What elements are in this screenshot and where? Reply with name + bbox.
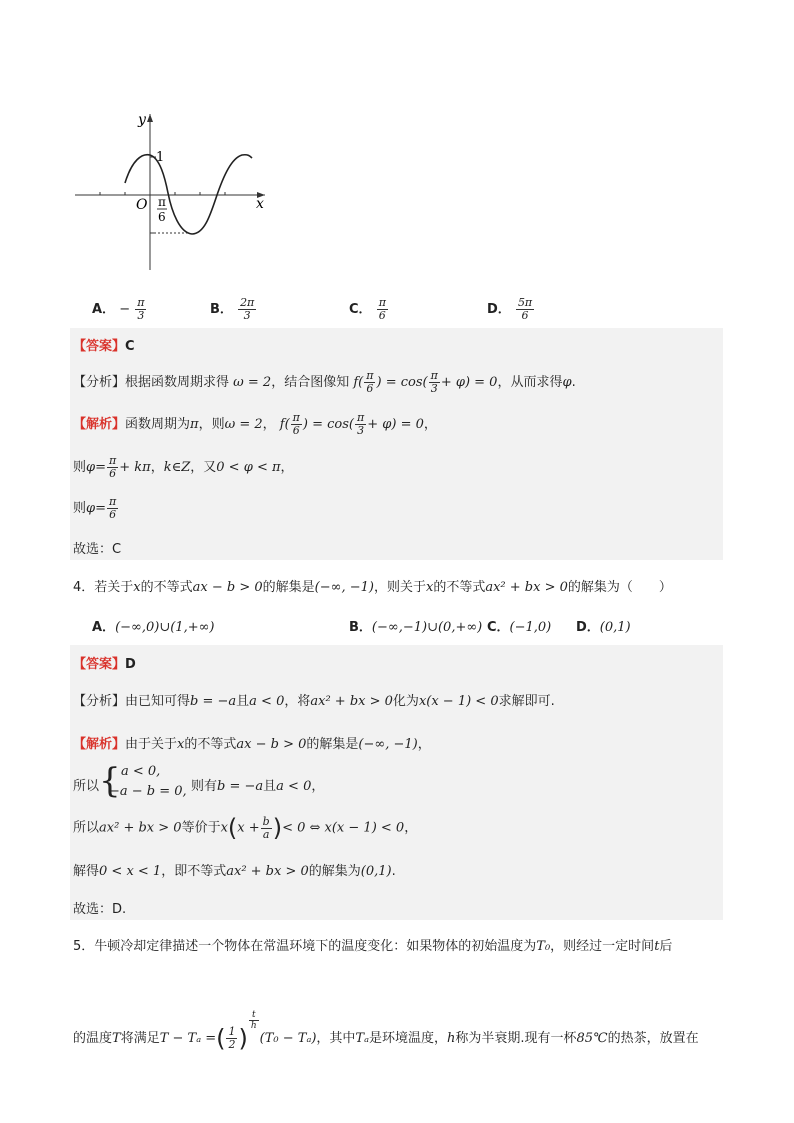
q3-option-c[interactable] [349,297,389,322]
y-axis-arrow [147,114,153,122]
option-letter: A． [92,302,116,317]
option-letter: D． [487,302,511,317]
tick-label-pi: π [158,195,166,209]
option-fraction: $\frac{2\pi}{3}$ [240,296,255,322]
q3-answer-line [73,335,135,354]
option-fraction: $\frac{5\pi}{6}$ [517,296,533,322]
q3-option-b[interactable] [210,297,257,322]
q5-stem-line-2: 的温度T将满足T − Tₐ =( $\frac{1}{2}$ ) $^{\frac{t}{h}}$ (T₀ − Tₐ)，其中Tₐ是环境温度，h称为半衰期.现有一杯85℃的热茶，放置在 [73,1010,699,1053]
q3-solution-box [70,328,723,560]
analysis-tag: 【分析】 [73,375,126,390]
y-axis-label: y [138,112,146,128]
q4-answer-line [73,653,136,672]
section-tag: 【答案】 [73,339,126,354]
q3-analysis-line: 【分析】根据函数周期求得 ω = 2，结合图像知 f( $\frac{\pi}{6}$ ) = cos( $\frac{\pi}{3}$ + φ) = 0，从而求得φ. [73,369,576,395]
option-fraction: $\frac{\pi}{3}$ [137,296,145,322]
q4-solution-line-3: 所以ax² + bx > 0等价于x(x + $\frac{b}{a}$ )< 0 ⇔ x(x − 1) < 0， [73,814,418,842]
q4-solution-line-1: 【解析】由于关于x的不等式ax − b > 0的解集是(−∞, −1)， [73,737,431,752]
q4-option-d[interactable]: D．(0,1) [576,620,631,635]
section-tag: 【解析】 [73,417,126,432]
q4-option-b[interactable]: B．(−∞,−1)∪(0,+∞) [349,620,483,635]
function-graph [70,108,270,278]
q4-solution-line-4: 解得0 < x < 1，即不等式ax² + bx > 0的解集为(0,1). [73,864,396,879]
option-fraction: $\frac{\pi}{6}$ [378,296,386,322]
q4-stem: 4．若关于x的不等式ax − b > 0的解集是(−∞, −1)，则关于x的不等式ax² + bx > 0的解集为（ ） [73,580,672,595]
q4-choose-line: 故选：D. [73,902,127,917]
tick-label-six: 6 [158,210,166,224]
q3-solution-line-3: 则φ= $\frac{\pi}{6}$ [73,495,117,521]
q4-option-c[interactable]: C．(−1,0) [487,620,552,635]
origin-label: O [136,197,148,213]
q4-analysis-line: 【分析】由已知可得b = −a且a < 0，将ax² + bx > 0化为x(x − 1) < 0求解即可. [73,694,555,709]
q3-solution-line-1: 【解析】函数周期为π，则ω = 2， f( $\frac{\pi}{6}$ ) = cos( $\frac{\pi}{3}$ + φ) = 0， [73,411,437,437]
section-tag: 【解析】 [73,737,126,752]
x-axis-label: x [256,196,264,212]
q3-option-a[interactable] [92,297,147,322]
q3-solution-line-2: 则φ= $\frac{\pi}{6}$ + kπ，k∈Z，又0 < φ < π， [73,454,294,480]
q3-answer: C [125,339,135,354]
q3-option-d[interactable] [487,297,535,322]
option-letter: C． [349,302,372,317]
q5-stem-line-1: 5．牛顿冷却定律描述一个物体在常温环境下的温度变化：如果物体的初始温度为T₀，则经过一定时间t后 [73,939,673,954]
q4-answer: D [125,657,136,672]
section-tag: 【答案】 [73,657,126,672]
q4-option-a[interactable]: A．(−∞,0)∪(1,+∞) [92,620,215,635]
cosine-curve [125,155,252,234]
tick-label-1: 1 [156,150,165,165]
option-letter: B． [210,302,233,317]
q3-choose-line: 故选：C [73,542,122,557]
option-sign: − [119,302,131,317]
